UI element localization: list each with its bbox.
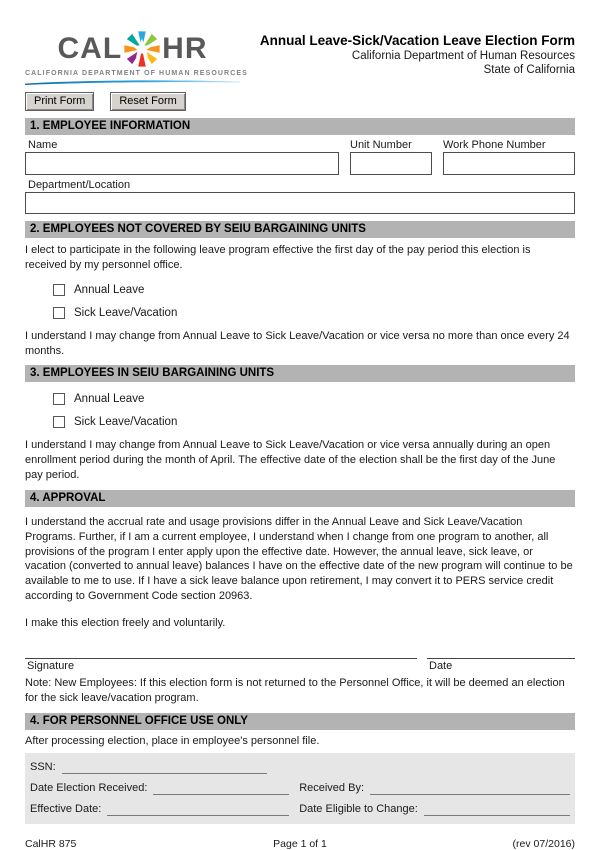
date-line[interactable] <box>427 658 575 672</box>
signature-label: Signature <box>27 659 75 672</box>
received-by-label: Received By: <box>299 782 364 795</box>
work-phone-input[interactable] <box>443 152 575 175</box>
logo-swoosh-graphic <box>25 79 240 85</box>
date-label: Date <box>429 659 453 672</box>
new-employees-note-text: Note: New Employees: If this election form is not returned to the Personnel Office, it will be deemed an election for the sick leave/vacation program. <box>25 676 565 704</box>
date-eligible-to-change-label: Date Eligible to Change: <box>299 803 418 816</box>
approval-body-text: I understand the accrual rate and usage provisions differ in the Annual Leave and Sick Leave/Vacation Programs. Further, if I am a current employee, I understand when I change from one program to another, all provisions of the program I enter apply upon the effective date. However, the annual leave, sick leave, or vacation (converted to annual leave) balances I have on the effective date of the new program will continue to be available to me to use. If I have a sick leave balance upon retirement, I may convert it to PERS service credit according to Government Code section 20963. <box>25 515 573 603</box>
ssn-row <box>30 759 570 774</box>
unit-number-input[interactable] <box>350 152 432 175</box>
signature-row <box>25 658 575 672</box>
name-input[interactable] <box>25 152 339 175</box>
date-received-row <box>30 780 570 795</box>
seiu-annual-leave-label: Annual Leave <box>74 393 145 406</box>
date-election-received-input-line[interactable] <box>153 780 289 795</box>
non-seiu-intro-text: I elect to participate in the following leave program effective the first day of the pay period this election is received by my personnel office. <box>25 244 531 271</box>
non-seiu-annual-leave-row <box>53 284 575 296</box>
effective-date-label: Effective Date: <box>30 803 102 816</box>
page-header <box>25 30 575 85</box>
logo-cal-text: CAL <box>57 32 123 65</box>
non-seiu-note-text: I understand I may change from Annual Leave to Sick Leave/Vacation or vice versa no more than once every 24 months. <box>25 329 570 357</box>
footer-form-number: CalHR 875 <box>25 838 77 850</box>
logo-hr-text: HR <box>162 32 208 65</box>
section-heading-seiu: 3. EMPLOYEES IN SEIU BARGAINING UNITS <box>25 365 575 382</box>
employee-info-row <box>25 135 575 175</box>
section-heading-employee-information: 1. EMPLOYEE INFORMATION <box>25 118 575 135</box>
date-eligible-to-change-input-line[interactable] <box>424 801 570 816</box>
effective-date-row <box>30 801 570 816</box>
seiu-annual-leave-row <box>53 393 575 405</box>
form-title: Annual Leave-Sick/Vacation Leave Election Form <box>259 33 575 48</box>
footer-revision: (rev 07/2016) <box>512 838 575 850</box>
received-by-input-line[interactable] <box>370 780 570 795</box>
form-title-block <box>260 30 575 76</box>
section-heading-personnel-office: 4. FOR PERSONNEL OFFICE USE ONLY <box>25 713 575 730</box>
form-subtitle-department: California Department of Human Resources <box>351 50 575 62</box>
effective-date-input-line[interactable] <box>107 801 289 816</box>
page-footer <box>25 838 575 850</box>
work-phone-label: Work Phone Number <box>443 139 546 151</box>
form-subtitle-state: State of California <box>483 64 575 76</box>
non-seiu-sick-vacation-checkbox[interactable] <box>53 307 65 319</box>
date-election-received-label: Date Election Received: <box>30 782 148 795</box>
seiu-annual-leave-checkbox[interactable] <box>53 393 65 405</box>
department-location-label: Department/Location <box>28 179 131 191</box>
seiu-sick-vacation-row <box>53 416 575 428</box>
non-seiu-sick-vacation-row <box>53 307 575 319</box>
non-seiu-sick-vacation-label: Sick Leave/Vacation <box>74 306 178 319</box>
section-heading-approval: 4. APPROVAL <box>25 490 575 507</box>
seiu-note-text: I understand I may change from Annual Leave to Sick Leave/Vacation or vice versa annually during an open enrollment period during the month of April. The effective date of the election shall be the first day of the June pay period. <box>25 439 556 482</box>
seiu-sick-vacation-label: Sick Leave/Vacation <box>74 416 178 429</box>
reset-form-button[interactable]: Reset Form <box>110 92 185 111</box>
ssn-label: SSN: <box>30 761 56 774</box>
personnel-office-box <box>25 753 575 824</box>
print-form-button[interactable]: Print Form <box>25 92 94 111</box>
section-heading-non-seiu: 2. EMPLOYEES NOT COVERED BY SEIU BARGAINING UNITS <box>25 221 575 238</box>
signature-line[interactable] <box>25 658 417 672</box>
form-toolbar <box>25 92 575 111</box>
approval-statement-text: I make this election freely and voluntarily. <box>25 616 226 629</box>
seiu-sick-vacation-checkbox[interactable] <box>53 416 65 428</box>
calhr-star-icon <box>123 30 161 68</box>
unit-number-label: Unit Number <box>350 139 412 151</box>
department-location-input[interactable] <box>25 192 575 214</box>
logo-tagline: CALIFORNIA DEPARTMENT OF HUMAN RESOURCES <box>25 70 248 77</box>
non-seiu-annual-leave-checkbox[interactable] <box>53 284 65 296</box>
calhr-logo <box>25 30 248 85</box>
ssn-input-line[interactable] <box>62 759 267 774</box>
personnel-instruction-text: After processing election, place in employee's personnel file. <box>25 734 320 747</box>
non-seiu-annual-leave-label: Annual Leave <box>74 283 145 296</box>
name-label: Name <box>28 139 58 151</box>
footer-page-info: Page 1 of 1 <box>273 838 327 850</box>
